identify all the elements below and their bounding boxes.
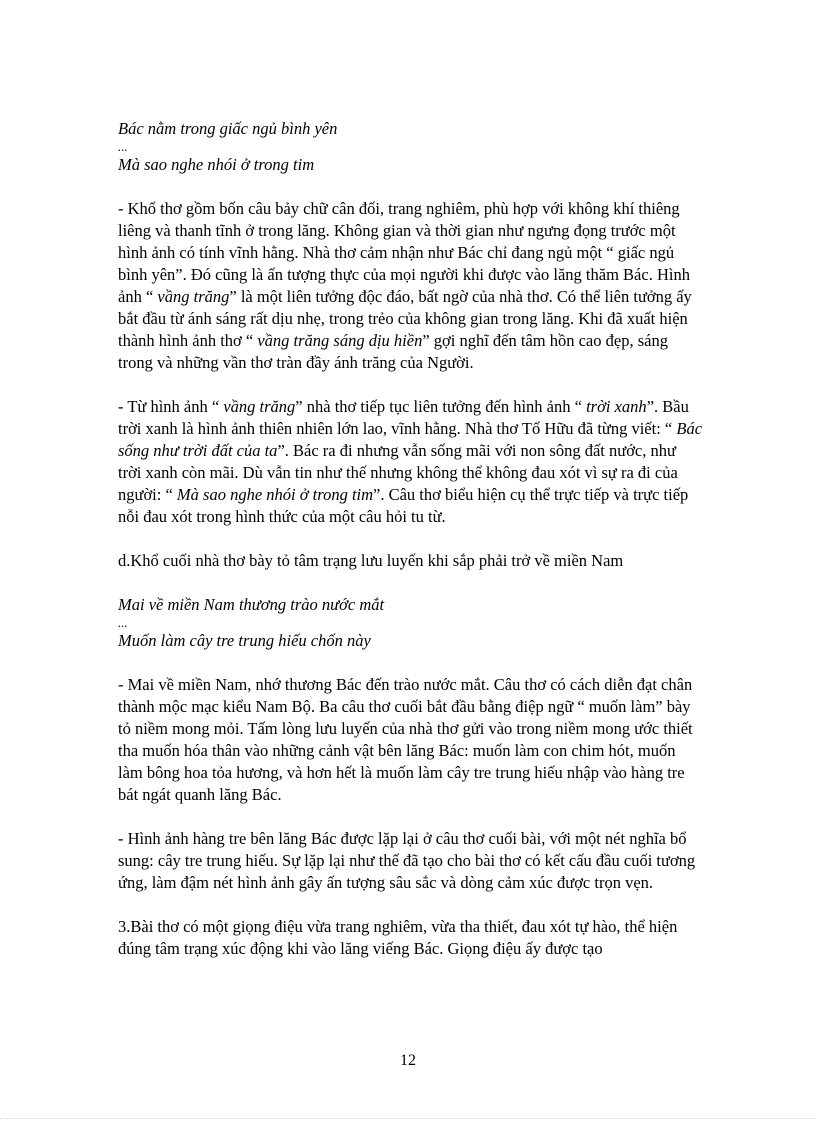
paragraph-2 <box>118 396 703 528</box>
page-content <box>118 118 703 960</box>
para2-italic-4: Mà sao nghe nhói ở trong tim <box>176 485 374 504</box>
page-number: 12 <box>400 1052 416 1069</box>
para2-italic-1: vầng trăng <box>223 397 296 416</box>
para2-text-1: - Từ hình ảnh “ <box>118 397 224 416</box>
para2-italic-2: trời xanh <box>586 397 647 416</box>
paragraph-4: - Hình ảnh hàng tre bên lăng Bác được lặp lại ở câu thơ cuối bài, với một nét nghĩa bổ sung: cây tre trung hiếu. Sự lặp lại như thế đã tạo cho bài thơ có kết cấu đầu cuối tương ứng, làm đậm nét hình ảnh gây ấn tượng sâu sắc và dòng cảm xúc được trọn vẹn. <box>118 829 696 892</box>
verse1-ellipsis: ... <box>118 139 128 154</box>
para1-text-3: ” gợi nghĩ đến tâm hồn cao đẹp, sáng trong và những vần thơ tràn đầy ánh trăng của Người. <box>118 331 668 372</box>
verse1-line2: Mà sao nghe nhói ở trong tim <box>118 155 315 174</box>
para2-text-3: ”. Bầu trời xanh là hình ảnh thiên nhiên lớn lao, vĩnh hằng. Nhà thơ Tố Hữu đã từng viết: “ <box>118 397 689 438</box>
para2-text-5: ”. Câu thơ biểu hiện cụ thể trực tiếp và trực tiếp nỗi đau xót trong hình thức của một câu hỏi tu từ. <box>118 485 689 526</box>
paragraph-3: - Mai về miền Nam, nhớ thương Bác đến trào nước mắt. Câu thơ có cách diễn đạt chân thành mộc mạc kiểu Nam Bộ. Ba câu thơ cuối bắt đầu bằng điệp ngữ “ muốn làm” bày tỏ niềm mong mỏi. Tấm lòng lưu luyến của nhà thơ gửi vào trong niềm mong ước thiết tha muốn hóa thân vào những cảnh vật bên lăng Bác: muốn làm con chim hót, muốn làm bông hoa tỏa hương, và hơn hết là muốn làm cây tre trung hiếu nhập vào hàng tre bát ngát quanh lăng Bác. <box>118 675 693 804</box>
para1-italic-2: vầng trăng sáng dịu hiền <box>257 331 423 350</box>
para1-italic-1: vầng trăng <box>157 287 230 306</box>
verse2-line2: Muốn làm cây tre trung hiếu chốn này <box>118 631 371 650</box>
verse1-line1: Bác nằm trong giấc ngủ bình yên <box>118 119 338 138</box>
paragraph-1 <box>118 198 703 374</box>
para1-text-2: ” là một liên tưởng độc đáo, bất ngờ của nhà thơ. Có thể liên tưởng ấy bắt đầu từ ánh sáng rất dịu nhẹ, trong trẻo của không gian trong lăng. Khi đã xuất hiện thành hình ảnh thơ “ <box>118 287 692 350</box>
para1-text-1: - Khổ thơ gồm bốn câu bảy chữ cân đối, trang nghiêm, phù hợp với không khí thiêng liêng và thanh tĩnh ở trong lăng. Không gian và thời gian như ngưng đọng trước một hình ảnh có tính vĩnh hằng. Nhà thơ cảm nhận như Bác chỉ đang ngủ một “ giấc ngủ bình yên”. Đó cũng là ấn tượng thực của mọi người khi được vào lăng thăm Bác. Hình ảnh “ <box>118 199 690 306</box>
para2-italic-3: Bác sống như trời đất của ta <box>118 419 703 460</box>
paragraph-5: 3.Bài thơ có một giọng điệu vừa trang nghiêm, vừa tha thiết, đau xót tự hào, thể hiện đúng tâm trạng xúc động khi vào lăng viếng Bác. Giọng điệu ấy được tạo <box>118 917 678 958</box>
section-heading-d: d.Khổ cuối nhà thơ bày tỏ tâm trạng lưu luyến khi sắp phải trở về miền Nam <box>118 551 624 570</box>
para2-text-2: ” nhà thơ tiếp tục liên tưởng đến hình ảnh “ <box>295 397 587 416</box>
verse2-ellipsis: ... <box>118 615 128 630</box>
para2-text-4: ”. Bác ra đi nhưng vẫn sống mãi với non sông đất nước, như trời xanh còn mãi. Dù vẫn tin như thế nhưng không thể không đau xót vì sự ra đi của người: “ <box>118 441 678 504</box>
verse2-line1: Mai về miền Nam thương trào nước mắt <box>118 595 385 614</box>
page-bottom-divider <box>0 1118 816 1119</box>
